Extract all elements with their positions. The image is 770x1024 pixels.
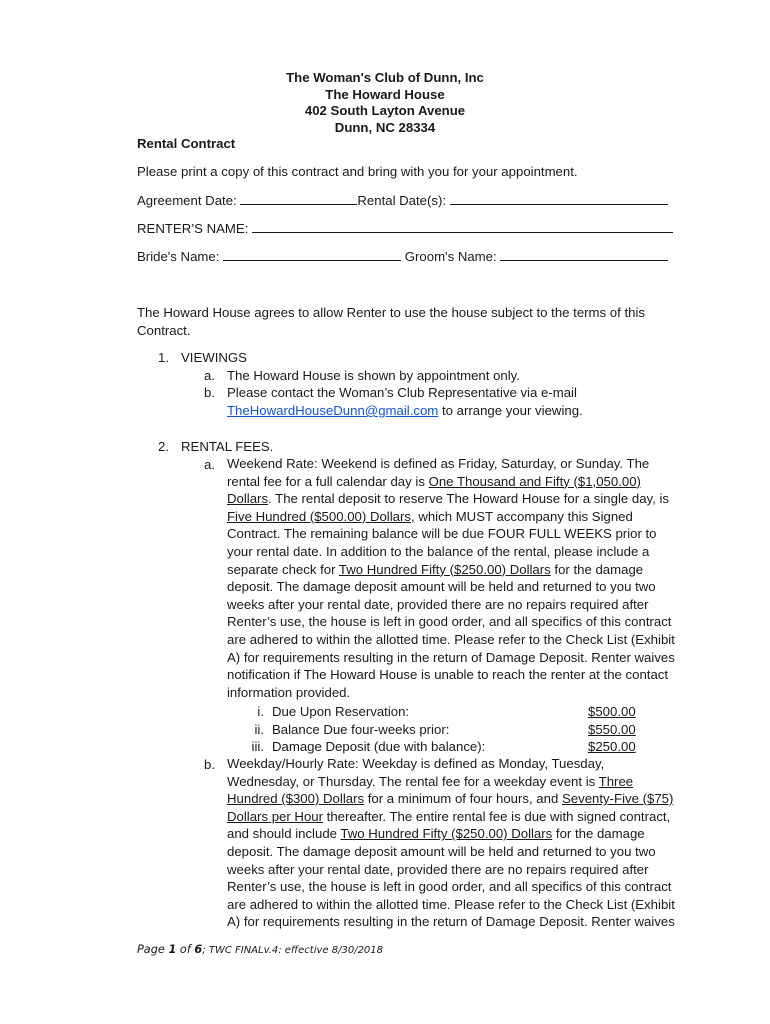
section-2a-line xyxy=(227,614,675,632)
underlined-amount: Seventy-Five ($75) xyxy=(561,791,674,807)
underlined-amount: Two Hundred Fifty ($250.00) Dollars xyxy=(338,561,551,577)
footer-version: ; TWC FINALv.4: effective 8/30/2018 xyxy=(202,945,384,956)
fee-label: Damage Deposit (due with balance): xyxy=(272,739,486,755)
text-run: and should include xyxy=(227,826,341,842)
terms-intro-line-2: Contract. xyxy=(137,323,191,338)
underlined-amount: Three xyxy=(598,773,634,789)
section-2b-line xyxy=(227,844,675,862)
underlined-amount: Dollars per Hour xyxy=(227,808,324,824)
section-2b-line xyxy=(227,897,675,915)
rental-dates-blank xyxy=(450,191,668,205)
text-run: weeks after your rental date, provided there are no repairs required after xyxy=(227,861,649,877)
text-run: deposit. The damage deposit amount will be held and returned to you two xyxy=(227,843,656,859)
section-2a-line xyxy=(227,509,675,527)
intro-text: Please print a copy of this contract and bring with you for your appointment. xyxy=(137,164,578,179)
section-2b-body xyxy=(227,756,675,932)
section-2a-line xyxy=(227,526,675,544)
renters-name-label: RENTER’S NAME: xyxy=(137,221,249,236)
section-2b-line xyxy=(227,914,675,932)
text-run: are adhered to within the allotted time. Please refer to the Check List (Exhibit xyxy=(227,631,675,647)
rental-dates-label: Rental Date(s): xyxy=(357,193,447,208)
section-1b-letter: b. xyxy=(204,385,215,400)
letterhead xyxy=(0,70,770,136)
text-run: Contract. The remaining balance will be due FOUR FULL WEEKS prior to xyxy=(227,526,657,542)
text-run: Weekday/Hourly Rate: Weekday is defined as Monday, Tuesday, xyxy=(227,756,605,771)
text-run: . The rental deposit to reserve The Howard House for a single day, is xyxy=(268,491,670,507)
brides-name-label: Bride's Name: xyxy=(137,249,220,264)
fee-amount: $250.00 xyxy=(588,739,636,755)
footer-page-total: 6 xyxy=(194,943,203,956)
section-2b-line xyxy=(227,879,675,897)
text-run: notification if The Howard House is unable to reach the renter at the contact xyxy=(227,667,669,683)
renters-name-blank xyxy=(252,219,673,233)
section-2-number: 2. xyxy=(158,439,169,454)
text-run: weeks after your rental date, provided there are no repairs required after xyxy=(227,596,649,612)
brides-name-blank xyxy=(223,247,401,261)
fee-label: Balance Due four-weeks prior: xyxy=(272,721,450,737)
agreement-date-label: Agreement Date: xyxy=(137,193,237,208)
section-1b-email-line xyxy=(227,402,583,420)
text-run: for a minimum of four hours, and xyxy=(364,791,562,807)
section-2a-line xyxy=(227,544,675,562)
fee-amount: $500.00 xyxy=(588,704,636,719)
section-2a-body xyxy=(227,456,675,702)
agreement-date-blank xyxy=(240,191,357,205)
text-run: which MUST accompany this Signed xyxy=(414,508,633,524)
section-2a-letter: a. xyxy=(204,457,215,472)
text-run: A) for requirements resulting in the return of Damage Deposit. Renter waives xyxy=(227,914,675,930)
section-2a-line xyxy=(227,562,675,580)
section-2b-line xyxy=(227,862,675,880)
fee-amount: $550.00 xyxy=(588,721,636,737)
underlined-amount: One Thousand and Fifty ($1,050.00) xyxy=(428,473,641,489)
contract-title: Rental Contract xyxy=(137,136,236,151)
text-run: rental fee for a full calendar day is xyxy=(227,473,429,489)
section-2b-letter: b. xyxy=(204,757,215,772)
terms-intro-line-1: The Howard House agrees to allow Renter to use the house subject to the terms of this xyxy=(137,305,645,320)
section-2a-line xyxy=(227,474,675,492)
footer-page-word: Page xyxy=(137,943,169,956)
section-2a-line xyxy=(227,579,675,597)
text-run: thereafter. The entire rental fee is due with signed contract, xyxy=(323,808,671,824)
email-link[interactable]: TheHowardHouseDunn@gmail.com xyxy=(227,403,439,418)
text-run: deposit. The damage deposit amount will be held and returned to you two xyxy=(227,579,656,595)
section-2b-line xyxy=(227,809,675,827)
text-run: are adhered to within the allotted time. Please refer to the Check List (Exhibit xyxy=(227,896,675,912)
text-run: for the damage xyxy=(550,561,644,577)
section-2a-line xyxy=(227,650,675,668)
section-2a-line xyxy=(227,667,675,685)
section-1b-text: Please contact the Woman’s Club Representative via e-mail xyxy=(227,385,577,400)
section-2a-line xyxy=(227,597,675,615)
section-1a-text: The Howard House is shown by appointment only. xyxy=(227,368,520,383)
footer-of-word: of xyxy=(176,943,195,956)
text-run: information provided. xyxy=(227,684,351,700)
footer-page-number: 1 xyxy=(168,943,177,956)
grooms-name-label: Groom's Name: xyxy=(404,249,497,264)
section-2b-line xyxy=(227,774,675,792)
section-2a-line xyxy=(227,632,675,650)
names-row xyxy=(137,247,668,266)
underlined-amount: Dollars xyxy=(227,491,269,507)
agreement-date-row xyxy=(137,191,668,210)
house-name: The Howard House xyxy=(325,86,445,102)
text-run: Weekend Rate: Weekend is defined as Friday, Saturday, or Sunday. The xyxy=(227,456,650,471)
renters-name-row xyxy=(137,219,673,238)
section-2b-line xyxy=(227,756,675,774)
page-footer xyxy=(137,943,383,956)
text-run: for the damage xyxy=(552,826,645,842)
text-run: your rental date. In addition to the balance of the rental, please include a xyxy=(227,543,650,559)
street-address: 402 South Layton Avenue xyxy=(304,103,466,118)
underlined-amount: Hundred ($300) Dollars xyxy=(227,791,365,807)
grooms-name-blank xyxy=(500,247,668,261)
section-1a-letter: a. xyxy=(204,368,215,383)
underlined-amount: Two Hundred Fifty ($250.00) Dollars xyxy=(340,826,553,842)
section-2a-line xyxy=(227,456,675,474)
text-run: Renter’s use, the house is left in good order, and all specifics of this contract xyxy=(227,614,672,630)
fee-roman-numeral: i. xyxy=(257,704,264,719)
text-run: A) for requirements resulting in the return of Damage Deposit. Renter waives xyxy=(227,649,675,665)
section-2b-line xyxy=(227,791,675,809)
section-1b-tail: to arrange your viewing. xyxy=(438,403,583,418)
section-2a-line xyxy=(227,685,675,703)
fee-roman-numeral: ii. xyxy=(254,721,264,737)
section-1-number: 1. xyxy=(158,350,169,365)
section-2-title: RENTAL FEES. xyxy=(181,439,274,454)
fee-label: Due Upon Reservation: xyxy=(272,704,410,719)
org-name: The Woman's Club of Dunn, Inc xyxy=(286,70,484,85)
fee-roman-numeral: iii. xyxy=(251,739,264,755)
text-run: Wednesday, or Thursday. The rental fee for a weekday event is xyxy=(227,773,599,789)
text-run: separate check for xyxy=(227,561,339,577)
text-run: Renter’s use, the house is left in good order, and all specifics of this contract xyxy=(227,879,672,895)
section-2a-line xyxy=(227,491,675,509)
section-1-title: VIEWINGS xyxy=(181,350,247,365)
underlined-amount: Five Hundred ($500.00) Dollars, xyxy=(227,508,415,524)
section-2b-line xyxy=(227,826,675,844)
city-address: Dunn, NC 28334 xyxy=(334,119,436,135)
